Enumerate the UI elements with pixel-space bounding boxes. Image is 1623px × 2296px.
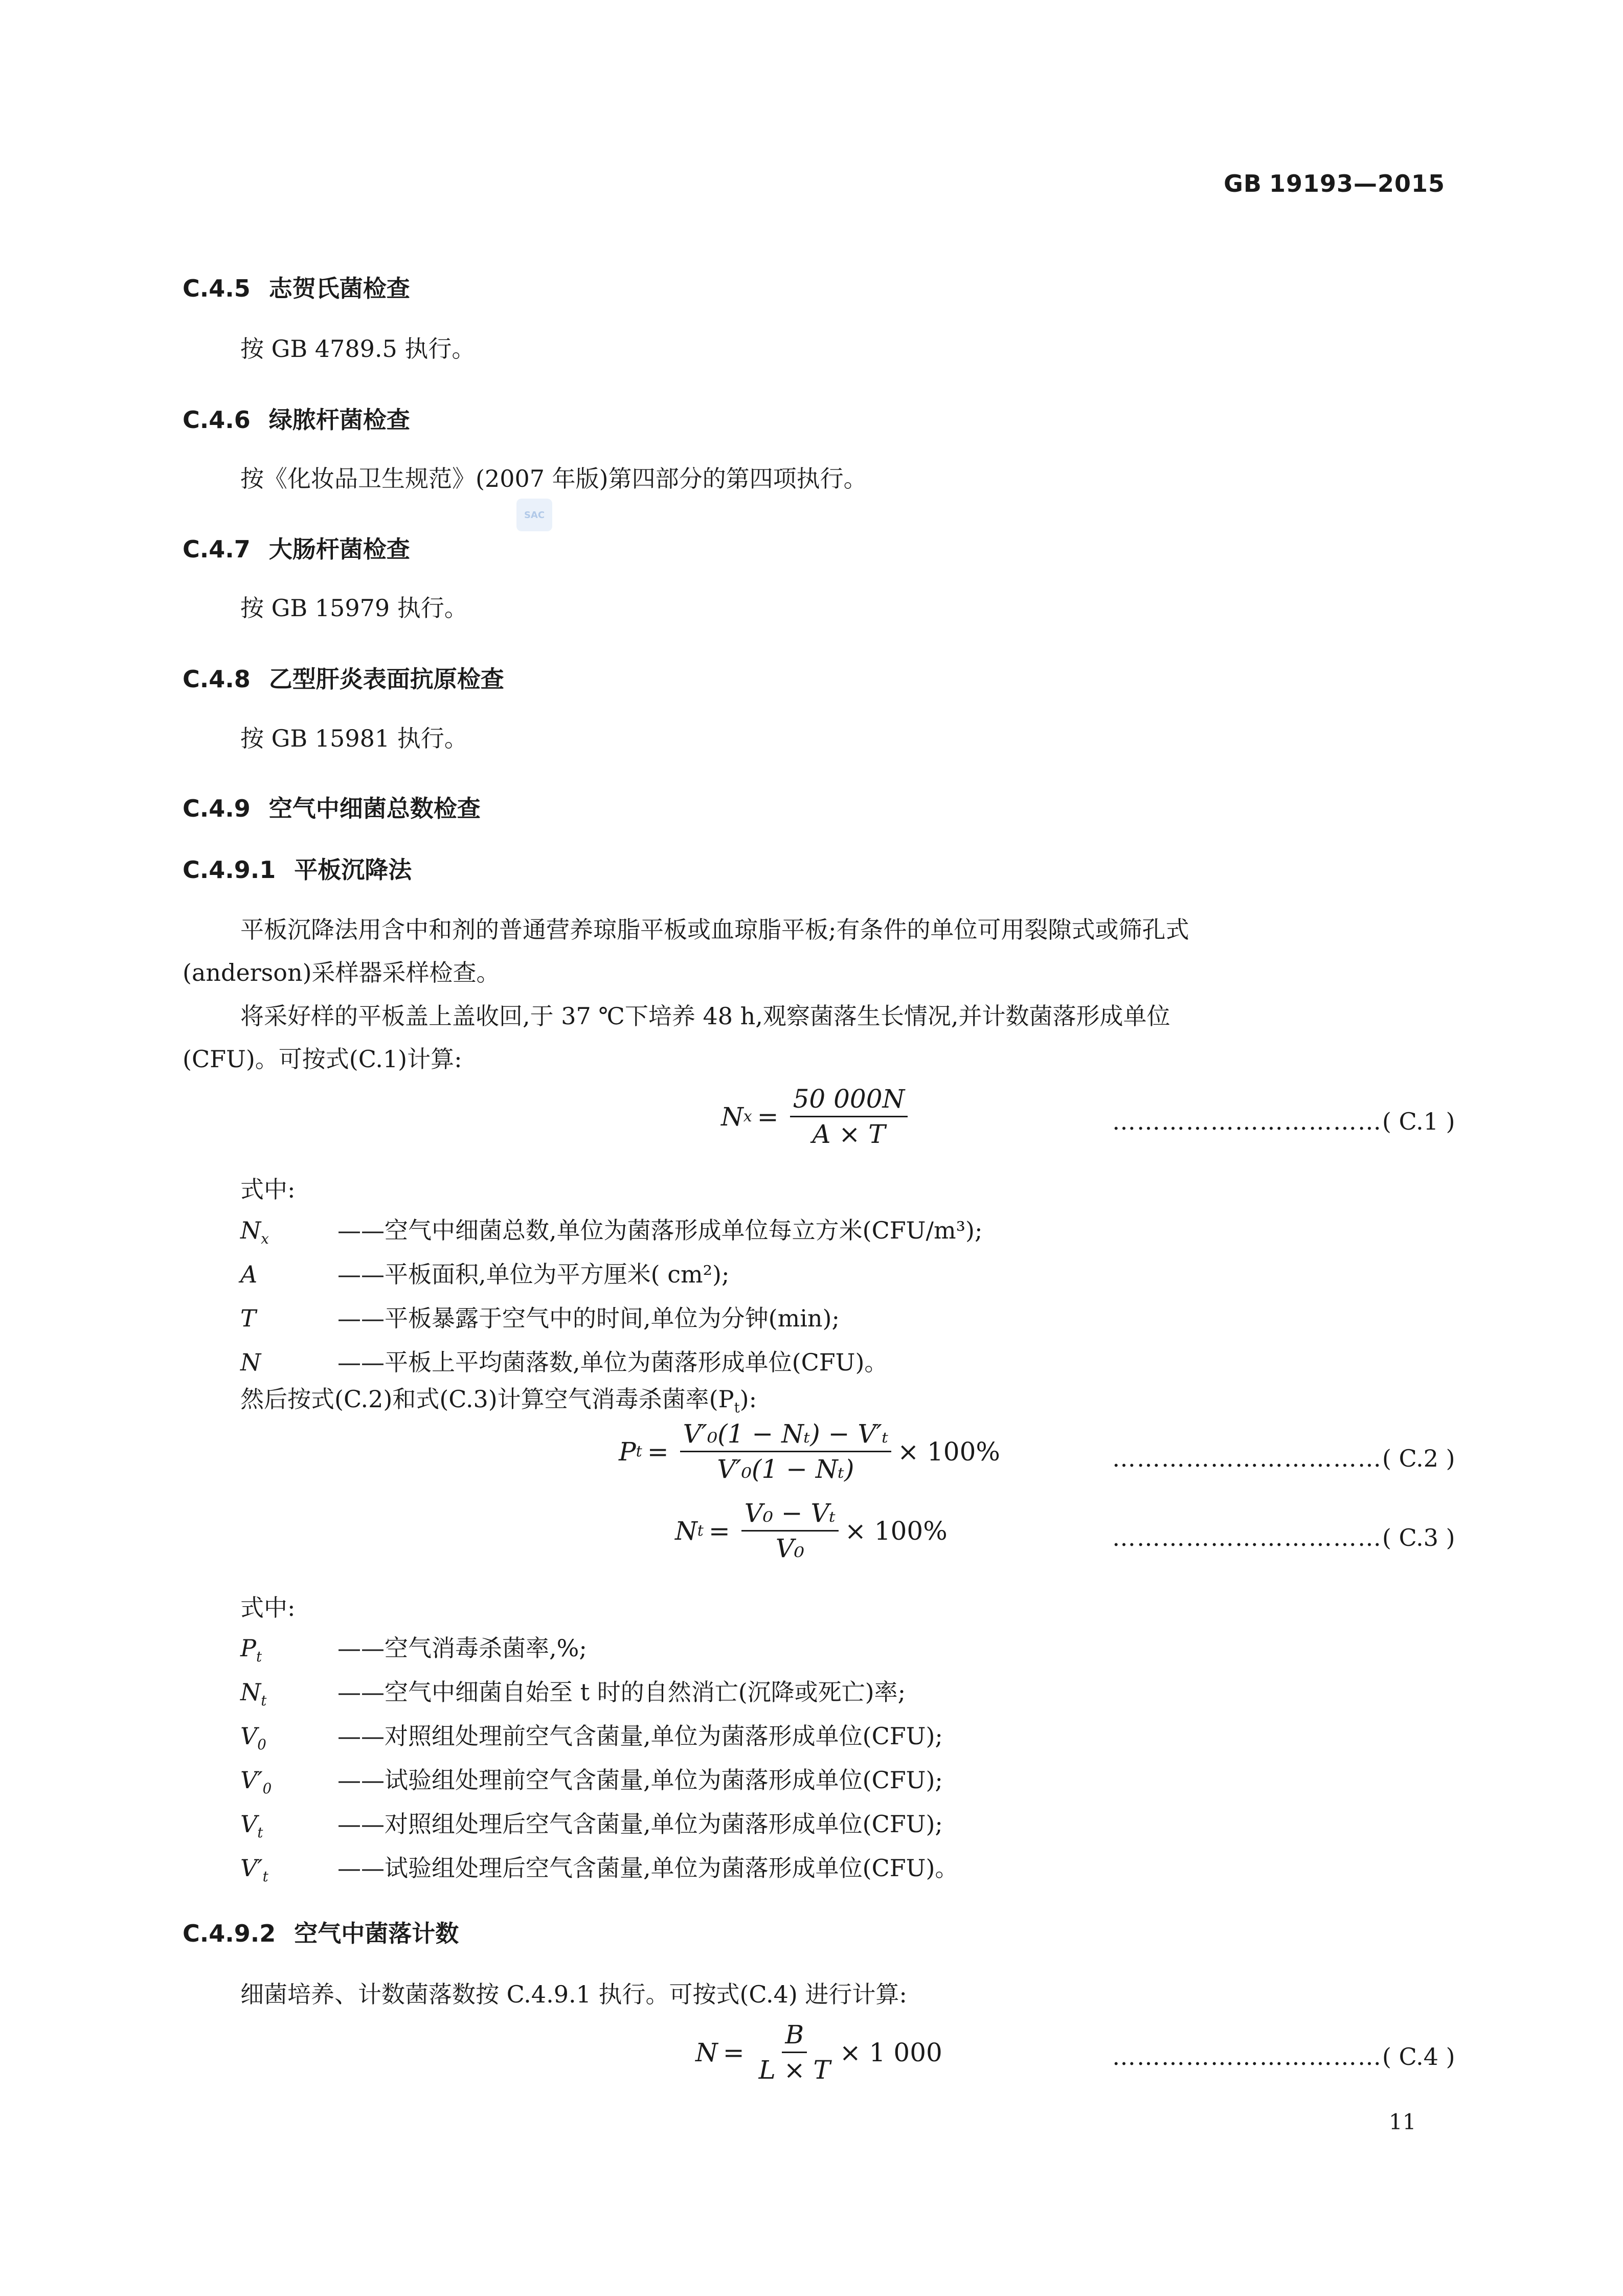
section-title: 大肠杆菌检查: [268, 535, 410, 563]
formula-lhs: N: [721, 1101, 743, 1132]
definition-row: [240, 1296, 982, 1340]
where-label: 式中:: [240, 1176, 296, 1203]
equation-label: ( C.1 ): [1382, 1108, 1455, 1135]
formula-c1: N x = $\frac{50 000N}{A \times T}$: [721, 1084, 914, 1149]
section-title: 平板沉降法: [294, 856, 412, 884]
definition-symbol: V′: [240, 1766, 263, 1794]
paragraph-text-end: ):: [739, 1385, 757, 1413]
definition-symbol-sub: t: [261, 1692, 267, 1709]
paragraph: 细菌培养、计数菌落数按 C.4.9.1 执行。可按式(C.4) 进行计算:: [240, 1980, 907, 2008]
formula-fraction: [680, 1419, 892, 1484]
definition-text: ——空气消毒杀菌率,%;: [337, 1634, 587, 1662]
definition-row: [240, 1252, 982, 1296]
standard-number: 19193—2015: [1269, 170, 1445, 197]
definition-row: [240, 1802, 958, 1846]
definition-symbol-sub: 0: [262, 1780, 272, 1797]
section-number: C.4.9.2: [183, 1920, 276, 1947]
definition-symbol-sub: t: [256, 1648, 262, 1665]
standard-id: [1224, 170, 1445, 197]
section-title: 绿脓杆菌检查: [268, 406, 410, 434]
formula-lhs: N: [675, 1516, 697, 1546]
definition-symbol-sub: t: [262, 1868, 268, 1885]
formula-tail: × 100%: [845, 1516, 948, 1546]
definition-row: [240, 1758, 958, 1802]
formula-lhs-sub: t: [697, 1522, 704, 1540]
paragraph-line: (CFU)。可按式(C.1)计算:: [183, 1045, 462, 1073]
definition-row: [240, 1670, 958, 1714]
definition-list: [240, 1626, 958, 1890]
section-number: C.4.8: [183, 665, 251, 693]
formula-numerator: B: [782, 2020, 807, 2053]
definition-symbol: V′: [240, 1854, 263, 1882]
definition-text: ——平板面积,单位为平方厘米( cm²);: [337, 1260, 730, 1288]
leader-dots: ……………………………: [1112, 1445, 1382, 1472]
formula-tail: × 100%: [897, 1436, 1000, 1467]
paragraph-line: 平板沉降法用含中和剂的普通营养琼脂平板或血琼脂平板;有条件的单位可用裂隙式或筛孔式: [240, 916, 1189, 943]
formula-denominator: V′₀(1 − Nₜ): [717, 1454, 854, 1484]
section-text: 按 GB 15981 执行。: [240, 725, 468, 752]
section-title: 空气中细菌总数检查: [268, 795, 481, 822]
section-heading: [183, 401, 410, 435]
page-number: 11: [1389, 2109, 1416, 2134]
formula-lhs-sub: t: [636, 1443, 642, 1460]
formula-fraction: [741, 1498, 839, 1563]
definition-symbol: T: [240, 1304, 256, 1332]
section-number: C.4.6: [183, 406, 251, 434]
section-text: 按 GB 4789.5 执行。: [240, 335, 476, 363]
section-heading: [183, 531, 410, 565]
equation-label: ( C.2 ): [1382, 1445, 1455, 1472]
leader-dots: ……………………………: [1112, 1524, 1382, 1551]
definition-symbol: N: [240, 1678, 261, 1706]
formula-c3: N t = $\frac{\text{V₀ − Vₜ}}{\text{V₀}}$ × 100%: [675, 1498, 948, 1563]
definition-text: ——对照组处理前空气含菌量,单位为菌落形成单位(CFU);: [337, 1722, 943, 1750]
section-text: 按《化妆品卫生规范》(2007 年版)第四部分的第四项执行。: [240, 465, 867, 492]
definition-symbol-sub: x: [261, 1230, 269, 1248]
paragraph: [240, 1381, 757, 1416]
definition-symbol: N: [240, 1348, 261, 1376]
definition-symbol-sub: 0: [257, 1736, 266, 1753]
formula-numerator: 50 000N: [790, 1084, 908, 1117]
equation-number: [1112, 1445, 1455, 1472]
definition-text: ——空气中细菌自始至 t 时的自然消亡(沉降或死亡)率;: [337, 1678, 906, 1706]
formula-denominator: A × T: [812, 1119, 886, 1149]
definition-row: [240, 1340, 982, 1384]
section-number: C.4.7: [183, 535, 251, 563]
definition-symbol: N: [240, 1217, 261, 1244]
section-heading: [183, 790, 481, 824]
formula-lhs: N: [695, 2037, 718, 2067]
section-heading: [183, 270, 410, 304]
equation-number: [1112, 1108, 1455, 1135]
equation-label: ( C.3 ): [1382, 1524, 1455, 1551]
leader-dots: ……………………………: [1112, 2043, 1382, 2070]
paragraph-line: (anderson)采样器采样检查。: [183, 959, 500, 986]
definition-symbol: A: [240, 1260, 258, 1288]
paragraph: [183, 908, 1445, 994]
equation-label: ( C.4 ): [1382, 2043, 1455, 2070]
equation-number: [1112, 1524, 1455, 1551]
section-number: C.4.9.1: [183, 856, 276, 884]
formula-denominator: L × T: [758, 2055, 830, 2085]
definition-symbol: V: [240, 1722, 258, 1750]
formula-tail: × 1 000: [839, 2037, 942, 2067]
section-heading: [183, 851, 412, 885]
sac-watermark-icon: SAC: [516, 499, 552, 531]
definition-row: [240, 1846, 958, 1890]
section-text: 按 GB 15979 执行。: [240, 594, 468, 622]
formula-lhs: P: [619, 1436, 636, 1467]
where-label: 式中:: [240, 1594, 296, 1622]
definition-row: [240, 1208, 982, 1252]
formula-denominator: V₀: [775, 1534, 804, 1563]
section-title: 空气中菌落计数: [294, 1920, 459, 1947]
formula-fraction: [790, 1084, 908, 1149]
definition-text: ——试验组处理后空气含菌量,单位为菌落形成单位(CFU)。: [337, 1854, 959, 1882]
formula-fraction: [756, 2020, 833, 2085]
section-title: 志贺氏菌检查: [268, 275, 410, 302]
definition-symbol: V: [240, 1810, 258, 1838]
paragraph-line: 将采好样的平板盖上盖收回,于 37 ℃下培养 48 h,观察菌落生长情况,并计数菌落形成单位: [240, 1002, 1170, 1030]
section-heading: [183, 1915, 459, 1949]
section-number: C.4.9: [183, 795, 251, 822]
formula-lhs-sub: x: [743, 1108, 752, 1126]
definition-text: ——空气中细菌总数,单位为菌落形成单位每立方米(CFU/m³);: [337, 1217, 983, 1244]
leader-dots: ……………………………: [1112, 1108, 1382, 1135]
definition-row: [240, 1714, 958, 1758]
definition-list: [240, 1208, 982, 1384]
definition-text: ——平板暴露于空气中的时间,单位为分钟(min);: [337, 1304, 840, 1332]
equation-number: [1112, 2043, 1455, 2070]
definition-symbol: P: [240, 1634, 256, 1662]
definition-symbol-sub: t: [257, 1824, 263, 1841]
formula-numerator: V₀ − Vₜ: [741, 1498, 839, 1532]
definition-text: ——试验组处理前空气含菌量,单位为菌落形成单位(CFU);: [337, 1766, 943, 1794]
section-number: C.4.5: [183, 275, 251, 302]
formula-c4: N = $\frac{B}{L \times T}$ × 1 000: [695, 2020, 942, 2085]
definition-text: ——对照组处理后空气含菌量,单位为菌落形成单位(CFU);: [337, 1810, 943, 1838]
paragraph: [183, 995, 1445, 1081]
standard-prefix: GB: [1224, 170, 1262, 197]
section-heading: [183, 661, 504, 694]
section-title: 乙型肝炎表面抗原检查: [268, 665, 504, 693]
definition-row: [240, 1626, 958, 1670]
definition-text: ——平板上平均菌落数,单位为菌落形成单位(CFU)。: [337, 1348, 888, 1376]
paragraph-text: 然后按式(C.2)和式(C.3)计算空气消毒杀菌率(P: [240, 1385, 734, 1413]
formula-numerator: V′₀(1 − Nₜ) − V′ₜ: [680, 1419, 892, 1452]
paragraph-sub: t: [734, 1399, 740, 1416]
formula-c2: P t = $\frac{\text{V′₀(1 − Nₜ) − V′ₜ}}{\text{V′₀(1 − Nₜ)}}$ × 100%: [619, 1419, 1000, 1484]
